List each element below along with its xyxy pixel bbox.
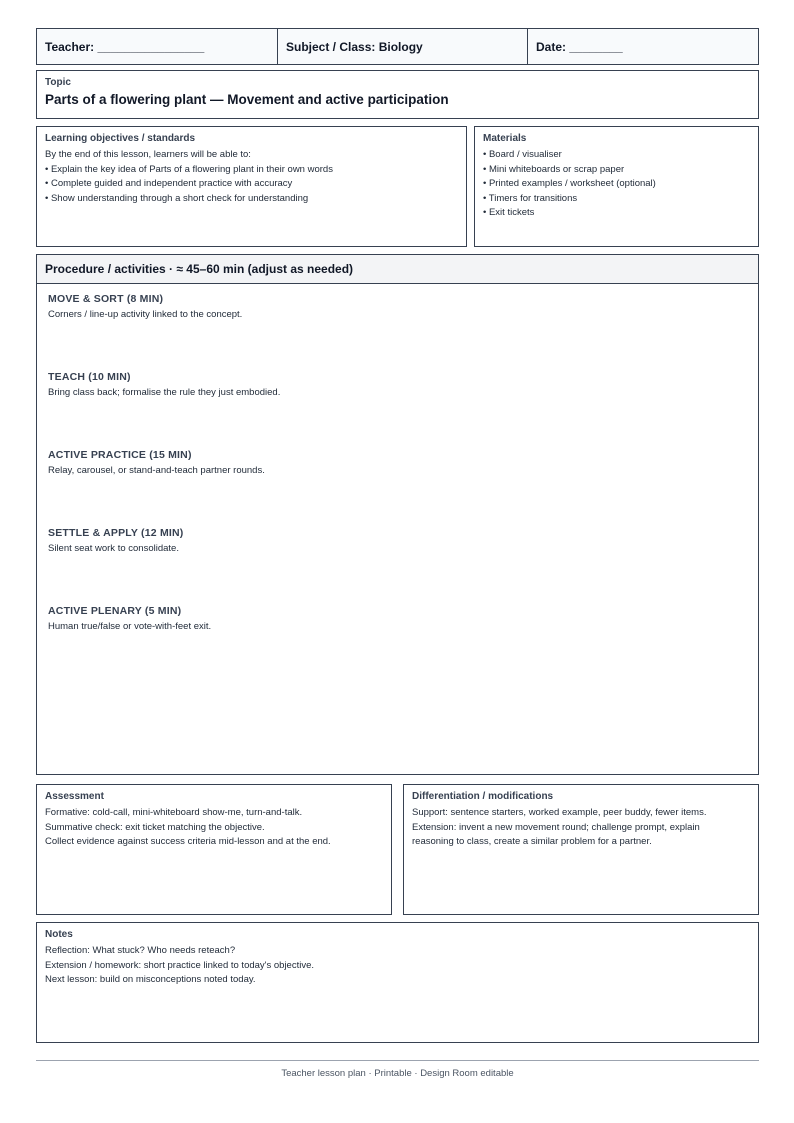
procedure-step[interactable] <box>48 605 211 632</box>
header-row <box>36 28 759 65</box>
step-title: ACTIVE PLENARY (5 MIN) <box>48 605 182 617</box>
objectives-section <box>36 126 467 247</box>
differentiation-section <box>403 784 759 915</box>
assessment-line: Formative: cold-call, mini-whiteboard show-me, turn-and-talk. <box>45 807 303 818</box>
procedure-step[interactable] <box>48 527 184 554</box>
objectives-text[interactable] <box>45 148 458 206</box>
objectives-line: By the end of this lesson, learners will be able to: <box>45 149 251 160</box>
differentiation-line: Support: sentence starters, worked example, peer buddy, fewer items. <box>412 807 707 818</box>
step-title: SETTLE & APPLY (12 MIN) <box>48 527 184 539</box>
topic-title[interactable]: Parts of a flowering plant — Movement and active participation <box>45 92 449 107</box>
materials-section <box>474 126 759 247</box>
step-title: MOVE & SORT (8 MIN) <box>48 293 164 305</box>
materials-text[interactable] <box>483 148 750 221</box>
procedure-title: Procedure / activities · ≈ 45–60 min (adjust as needed) <box>37 255 758 284</box>
materials-line: • Printed examples / worksheet (optional) <box>483 178 656 189</box>
assessment-line: Collect evidence against success criteria mid-lesson and at the end. <box>45 836 331 847</box>
materials-line: • Mini whiteboards or scrap paper <box>483 163 625 175</box>
notes-line: Extension / homework: short practice linked to today's objective. <box>45 959 315 971</box>
notes-label: Notes <box>45 929 73 940</box>
procedure-step[interactable] <box>48 449 265 476</box>
notes-text[interactable] <box>45 944 750 988</box>
step-title: ACTIVE PRACTICE (15 MIN) <box>48 449 192 461</box>
notes-line: Next lesson: build on misconceptions noted today. <box>45 974 256 985</box>
differentiation-label: Differentiation / modifications <box>412 791 554 802</box>
materials-label: Materials <box>483 133 527 144</box>
assessment-line: Summative check: exit ticket matching the objective. <box>45 821 265 833</box>
step-description: Relay, carousel, or stand-and-teach partner rounds. <box>48 465 265 476</box>
page-footer: Teacher lesson plan · Printable · Design Room editable <box>281 1068 514 1079</box>
step-description: Bring class back; formalise the rule they just embodied. <box>48 387 281 398</box>
topic-label: Topic <box>45 77 71 88</box>
objectives-line: • Show understanding through a short check for understanding <box>45 192 309 204</box>
materials-line: • Board / visualiser <box>483 149 562 160</box>
step-title: TEACH (10 MIN) <box>48 371 131 383</box>
subject-field[interactable]: Subject / Class: Biology <box>277 29 527 64</box>
assessment-label: Assessment <box>45 791 104 802</box>
assessment-section <box>36 784 392 915</box>
materials-line: • Timers for transitions <box>483 192 578 204</box>
materials-line: • Exit tickets <box>483 207 535 218</box>
notes-section <box>36 922 759 1043</box>
teacher-field[interactable]: Teacher: ________________ <box>45 39 205 54</box>
objectives-line: • Explain the key idea of Parts of a flowering plant in their own words <box>45 163 333 175</box>
differentiation-text[interactable] <box>412 806 750 850</box>
procedure-section <box>36 254 759 775</box>
notes-line: Reflection: What stuck? Who needs reteach? <box>45 945 236 956</box>
topic-section <box>36 70 759 119</box>
step-description: Silent seat work to consolidate. <box>48 543 179 554</box>
assessment-text[interactable] <box>45 806 383 850</box>
objectives-line: • Complete guided and independent practice with accuracy <box>45 178 293 189</box>
differentiation-line: Extension: invent a new movement round; challenge prompt, explain <box>412 821 700 833</box>
footer-divider <box>36 1060 759 1061</box>
step-description: Corners / line-up activity linked to the concept. <box>48 309 243 320</box>
differentiation-line: reasoning to class, create a similar problem for a partner. <box>412 836 652 847</box>
objectives-label: Learning objectives / standards <box>45 133 196 144</box>
procedure-step[interactable] <box>48 293 242 320</box>
procedure-step[interactable] <box>48 371 280 398</box>
date-field[interactable]: Date: ________ <box>527 29 758 64</box>
step-description: Human true/false or vote-with-feet exit. <box>48 621 212 632</box>
